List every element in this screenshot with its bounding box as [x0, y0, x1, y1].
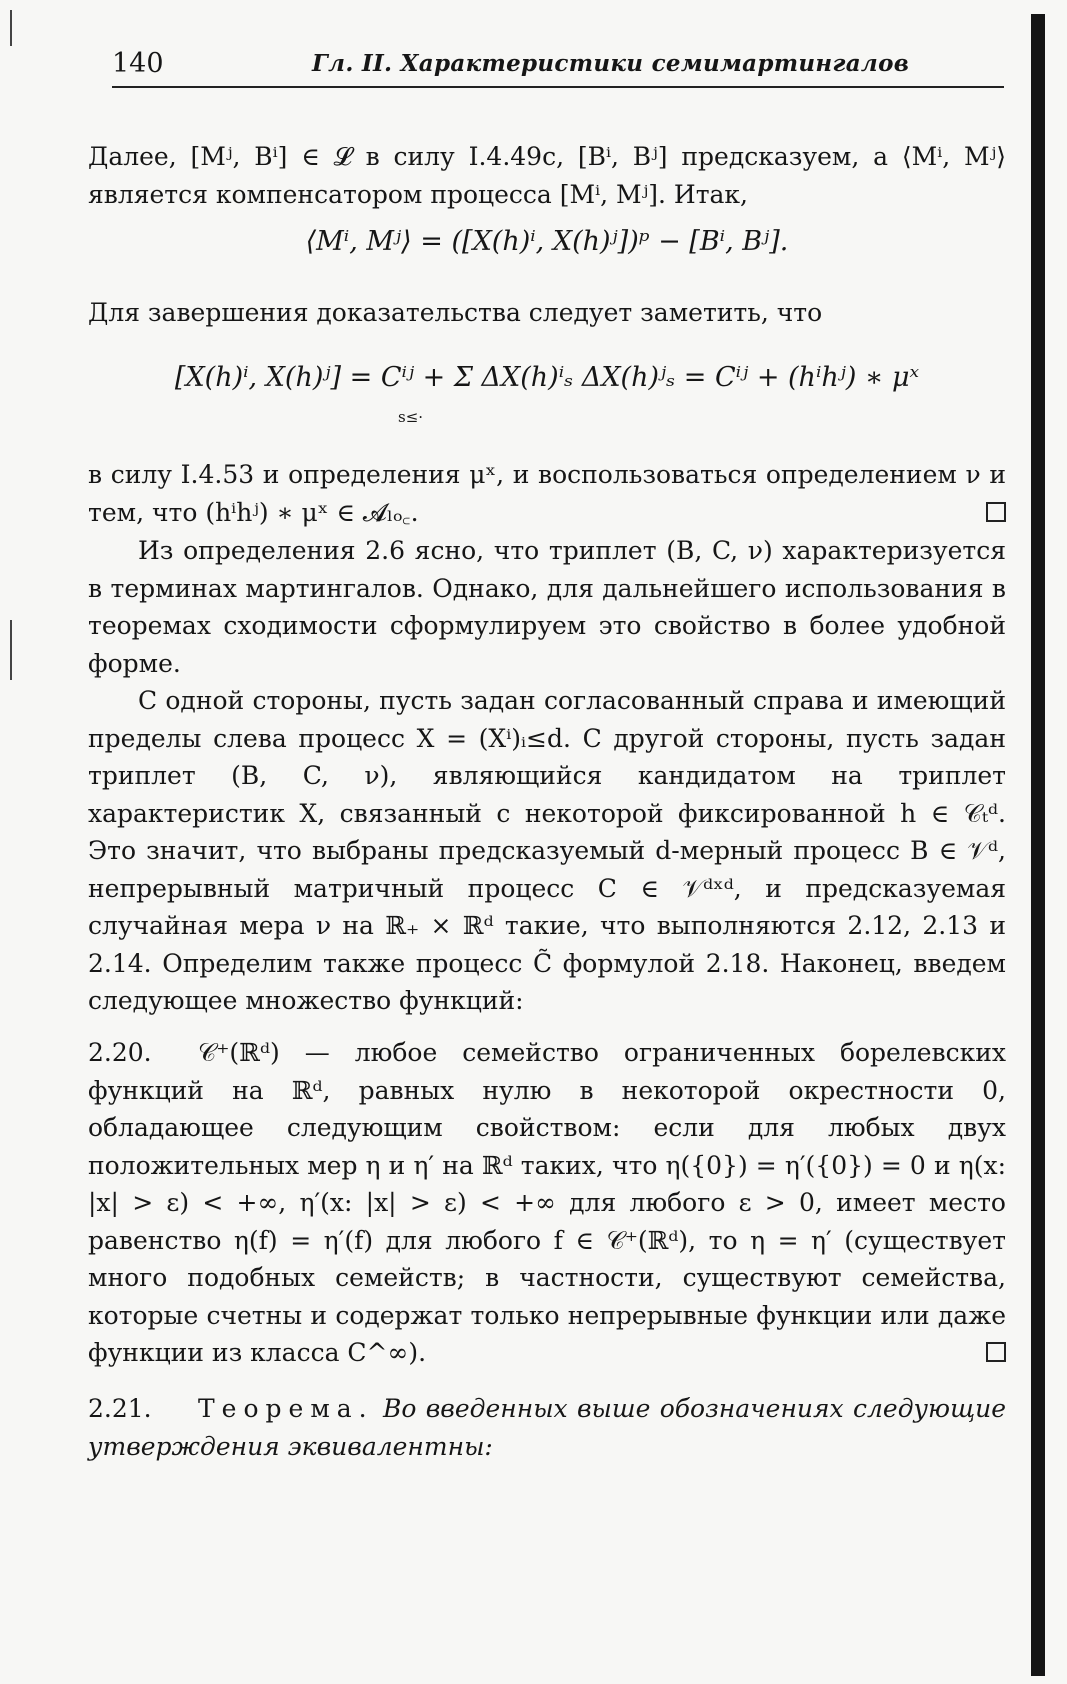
paragraph-2: Для завершения доказательства следует заметить, что — [88, 298, 823, 327]
equation-2: [X(h)ⁱ, X(h)ʲ] = Cⁱʲ + Σ ΔX(h)ⁱₛ ΔX(h)ʲₛ = Cⁱʲ + (hⁱhʲ) ∗ μˣ — [174, 362, 920, 393]
edge-mark — [10, 10, 12, 46]
page-number: 140 — [112, 48, 164, 79]
item-2-20 — [88, 1034, 1006, 1372]
edge-mark — [10, 620, 12, 680]
page-header — [112, 46, 1004, 86]
header-rule — [112, 86, 1004, 88]
theorem-number: 2.21. — [88, 1394, 152, 1423]
sum-subscript: s≤· — [398, 408, 424, 426]
paragraph-3 — [88, 456, 1006, 531]
paragraph-4: Из определения 2.6 ясно, что триплет (B, C, ν) характеризуется в терминах мартингалов. Однако, для дальнейшего использования в теоремах сходимости сформулируем это свойство в более удобной форме. — [88, 536, 1006, 678]
page-edge-shadow — [1031, 14, 1045, 1676]
equation-1: ⟨Mⁱ, Mʲ⟩ = ([X(h)ⁱ, X(h)ʲ])ᵖ − [Bⁱ, Bʲ]. — [305, 226, 789, 257]
paragraph-5: С одной стороны, пусть задан согласованный справа и имеющий пределы слева процесс X = (Xⁱ)ᵢ≤d. С другой стороны, пусть задан триплет (B, C, ν), являющийся кандидатом на триплет характеристик X, связанный с некоторой фиксированной h ∈ 𝒞ₜᵈ. Это значит, что выбраны предсказуемый d-мерный процесс B ∈ 𝒱ᵈ, непрерывный матричный процесс C ∈ 𝒱ᵈˣᵈ, и предсказуемая случайная мера ν на ℝ₊ × ℝᵈ такие, что выполняются 2.12, 2.13 и 2.14. Определим также процесс C̃ формулой 2.18. Наконец, введем следующее множество функций: — [88, 686, 1006, 1015]
running-title: Гл. II. Характеристики семимартингалов — [312, 50, 910, 77]
theorem-2-21 — [88, 1390, 1006, 1465]
paragraph-1: Далее, [Mʲ, Bⁱ] ∈ 𝓛 в силу I.4.49c, [Bⁱ, Bʲ] предсказуем, а ⟨Mⁱ, Mʲ⟩ является компенсатором процесса [Mⁱ, Mʲ]. Итак, — [88, 142, 1006, 209]
paragraph-3-text: в силу I.4.53 и определения μˣ, и воспользоваться определением ν и тем, что (hⁱhʲ) ∗ μˣ ∈ 𝓐ₗₒ꜀. — [88, 460, 1006, 527]
qed-square-icon — [986, 1342, 1006, 1362]
item-number: 2.20. — [88, 1038, 152, 1067]
theorem-statement: Во введенных выше обозначениях следующие утверждения эквивалентны: — [88, 1394, 1006, 1461]
theorem-label: Теорема. — [198, 1394, 374, 1423]
item-text: 𝒞⁺(ℝᵈ) — любое семейство ограниченных борелевских функций на ℝᵈ, равных нулю в некоторой окрестности 0, обладающее следующим свойством: если для любых двух положительных мер η и η′ на ℝᵈ таких, что η({0}) = η′({0}) = 0 и η(x: |x| > ε) < +∞, η′(x: |x| > ε) < +∞ для любого ε > 0, имеет место равенство η(f) = η′(f) для любого f ∈ 𝒞⁺(ℝᵈ), то η = η′ (существует много подобных семейств; в частности, существуют семейства, которые счетны и содержат только непрерывные функции или даже функции из класса C^∞). — [88, 1038, 1006, 1367]
qed-square-icon — [986, 502, 1006, 522]
